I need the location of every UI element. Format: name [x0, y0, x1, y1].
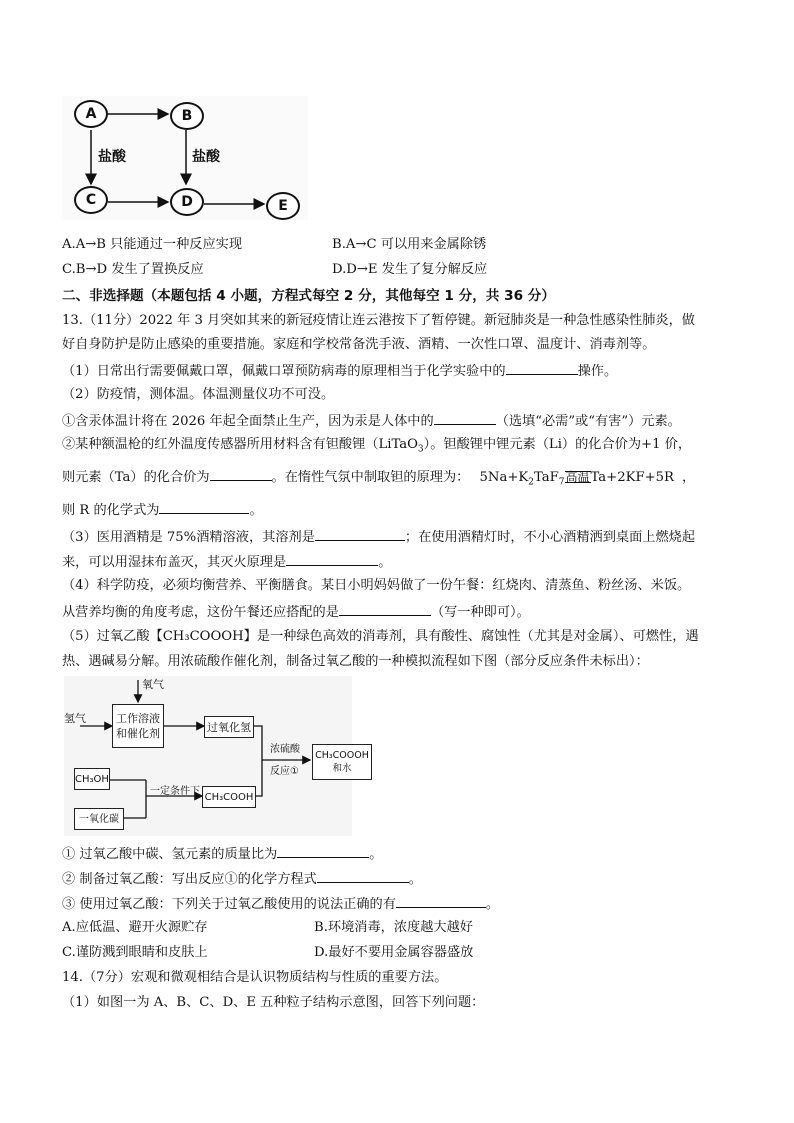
- q13-part5: （5）过氧乙酸【CH₃COOOH】是一种绿色高效的消毒剂，具有酸性、腐蚀性（尤其是对金属）、可燃性，遇: [62, 629, 699, 644]
- q13-part4b-tail: （写一种即可）。: [430, 605, 530, 620]
- q13-sub3: [62, 893, 499, 915]
- label-hcl-left: 盐酸: [98, 149, 126, 165]
- flow-oxygen: 氧气: [142, 678, 164, 691]
- q12-option-b: B.A→C 可以用来金属除锈: [332, 237, 487, 252]
- q13-part2a: [62, 410, 681, 432]
- q13-option-d: D.最好不要用金属容器盛放: [314, 945, 474, 960]
- flow-ch3oh: CH₃OH: [74, 768, 110, 790]
- eq-mid: TaF: [533, 470, 559, 485]
- answer-blank-5[interactable]: [315, 526, 405, 541]
- q13-sub3-text: ③ 使用过氧乙酸：下列关于过氧乙酸使用的说法正确的有: [62, 897, 396, 912]
- flow-product-2: 和水: [332, 763, 352, 774]
- q13-option-a: A.应低温、避开火源贮存: [62, 920, 208, 935]
- flow-condition: 一定条件下: [150, 786, 200, 797]
- label-hcl-right: 盐酸: [192, 149, 220, 165]
- q13-sub2: [62, 868, 422, 890]
- q13-part1: [62, 360, 617, 382]
- tantalum-equation: [479, 470, 696, 488]
- q12-option-a: A.A→B 只能通过一种反应实现: [62, 237, 243, 252]
- answer-blank-3[interactable]: [210, 466, 272, 481]
- eq-sub1: 2: [528, 477, 534, 488]
- q13-part3b: [62, 551, 391, 573]
- q13-sub2-tail: 。: [408, 872, 422, 887]
- flow-reaction1-label: 反应①: [270, 766, 299, 777]
- q13-sub1-tail: 。: [369, 847, 383, 862]
- q13-sub1: [62, 843, 382, 865]
- q13-part3-text: （3）医用酒精是 75%酒精溶液，其溶剂是: [62, 530, 315, 545]
- q13-part2d-tail: 。: [249, 503, 263, 518]
- answer-blank-2[interactable]: [434, 410, 496, 425]
- answer-blank-1[interactable]: [506, 360, 578, 375]
- answer-blank-4[interactable]: [159, 499, 249, 514]
- q13-part2b-tail: ）。钽酸锂中锂元素（Li）的化合价为+1 价，: [423, 437, 692, 452]
- q13-intro-line2: 好自身防护是防止感染的重要措施。家庭和学校常备洗手液、酒精、一次性口罩、温度计、消毒剂等。: [62, 337, 656, 352]
- section2-title: 二、非选择题（本题包括 4 小题，方程式每空 2 分，其他每空 1 分，共 36 分）: [62, 288, 555, 304]
- q13-part2c-text: 则元素（Ta）的化合价为: [62, 470, 210, 485]
- q14-part1: （1）如图一为 A、B、C、D、E 五种粒子结构示意图，回答下列问题：: [62, 995, 485, 1010]
- reaction-relation-diagram: [62, 96, 308, 220]
- q13-part2c-mid: 。在惰性气氛中制取钽的原理为：: [271, 470, 470, 485]
- q14-intro: 14.（7分）宏观和微观相结合是认识物质结构与性质的重要方法。: [62, 970, 448, 985]
- flow-h2o2: 过氧化氢: [204, 716, 254, 738]
- q13-part5b: 热、遇碱易分解。用浓硫酸作催化剂，制备过氧乙酸的一种模拟流程如下图（部分反应条件未标出）：: [62, 654, 649, 669]
- q12-option-d: D.D→E 发生了复分解反应: [332, 262, 488, 277]
- eq-right: Ta+2KF+5R: [590, 470, 674, 485]
- flow-hydrogen: 氢气: [64, 712, 86, 725]
- answer-blank-8[interactable]: [277, 843, 369, 858]
- eq-condition: 高温: [565, 470, 590, 484]
- q13-intro-line1: 13.（11分）2022 年 3 月突如其来的新冠疫情让连云港按下了暂停键。新冠肺炎是一种急性感染性肺炎，做: [62, 313, 695, 328]
- q13-part2b: [62, 435, 691, 460]
- flow-work-solution: 工作溶液和催化剂: [112, 704, 164, 748]
- q13-part3-mid: ；在使用酒精灯时，不小心酒精洒到桌面上燃烧起: [404, 530, 696, 545]
- flow-co: 一氧化碳: [74, 808, 124, 830]
- answer-blank-10[interactable]: [396, 893, 486, 908]
- q13-sub2-text: ② 制备过氧乙酸：写出反应①的化学方程式: [62, 872, 317, 887]
- flow-product-1: CH₃COOOH: [315, 750, 369, 761]
- q13-part1-text: （1）日常出行需要佩戴口罩，佩戴口罩预防病毒的原理相当于化学实验中的: [62, 364, 506, 379]
- node-e: E: [266, 192, 300, 220]
- answer-blank-6[interactable]: [286, 551, 378, 566]
- q13-sub3-tail: 。: [485, 897, 500, 912]
- node-c: C: [74, 186, 108, 214]
- q13-option-b: B.环境消毒，浓度越大越好: [314, 920, 473, 935]
- answer-blank-9[interactable]: [317, 868, 409, 883]
- q13-part2c: [62, 466, 695, 493]
- node-b: B: [170, 102, 204, 130]
- q13-part2b-sub: 3: [417, 444, 424, 455]
- peracetic-acid-flowchart: [64, 676, 369, 836]
- eq-sub2: 7: [558, 477, 565, 488]
- q13-part4: （4）科学防疫，必须均衡营养、平衡膳食。某日小明妈妈做了一份午餐：红烧肉、清蒸鱼、粉丝汤、米饭。: [62, 578, 691, 593]
- q13-part3b-tail: 。: [378, 555, 392, 570]
- q12-option-c: C.B→D 发生了置换反应: [62, 262, 204, 277]
- flow-product: [312, 744, 372, 780]
- answer-blank-7[interactable]: [339, 601, 431, 616]
- q13-option-c: C.谨防溅到眼睛和皮肤上: [62, 945, 208, 960]
- q13-sub1-text: ① 过氧乙酸中碳、氢元素的质量比为: [62, 847, 278, 862]
- eq-comma: ，: [681, 470, 696, 485]
- q13-part2a-text: ①含汞体温计将在 2026 年起全面禁止生产，因为汞是人体中的: [62, 414, 434, 429]
- q13-part2d-text: 则 R 的化学式为: [62, 503, 160, 518]
- q13-part2a-tail: （选填“必需”或“有害”）元素。: [495, 414, 681, 429]
- q13-part4b-text: 从营养均衡的角度考虑，这份午餐还应搭配的是: [62, 605, 339, 620]
- eq-left: 5Na+K: [479, 470, 529, 485]
- q13-part2b-text: ②某种额温枪的红外温度传感器所用材料含有钽酸锂（LiTaO: [62, 437, 418, 452]
- node-a: A: [74, 100, 108, 128]
- node-d: D: [170, 188, 204, 216]
- q13-part1-tail: 操作。: [577, 364, 618, 379]
- q13-part2: （2）防疫情，测体温。体温测量仪功不可没。: [62, 387, 335, 402]
- q13-part4b: [62, 601, 530, 623]
- q13-part2d: [62, 499, 263, 521]
- q13-part3: [62, 526, 695, 548]
- flow-ch3cooh: CH₃COOH: [202, 786, 256, 808]
- flow-acid-label: 浓硫酸: [270, 744, 300, 755]
- q13-part3b-text: 来，可以用湿抹布盖灭，其灭火原理是: [62, 555, 287, 570]
